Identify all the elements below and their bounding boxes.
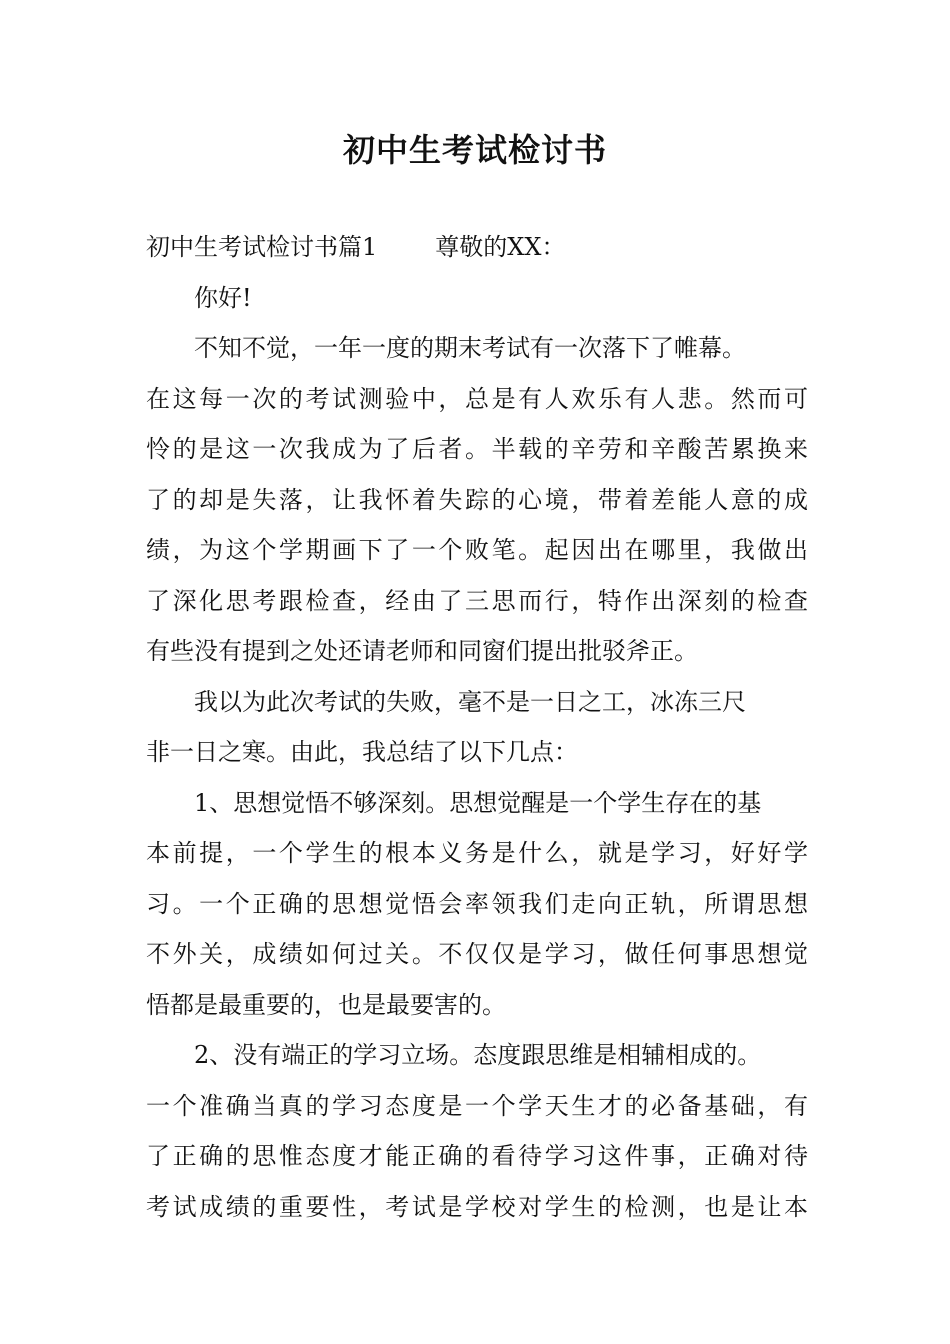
document-title: 初中生考试检讨书 [342,131,607,169]
paragraph-line: 有些没有提到之处还请老师和同窗们提出批驳斧正。 [146,637,698,665]
paragraph-line: 悟都是最重要的，也是最要害的。 [146,990,506,1019]
document-body [146,222,808,1232]
paragraph-line: 了深化思考跟检查，经由了三思而行，特作出深刻的检查 [146,586,808,615]
paragraph-line: 非一日之寒。由此，我总结了以下几点： [146,738,578,766]
paragraph-line: 我以为此次考试的失败，毫不是一日之工，冰冻三尺 [194,687,746,716]
paragraph-line: 绩，为这个学期画下了一个败笔。起因出在哪里，我做出 [146,536,808,564]
paragraph-line: 本前提，一个学生的根本义务是什么，就是学习，好好学 [146,839,808,867]
paragraph-line: 习。一个正确的思想觉悟会率领我们走向正轨，所谓思想 [146,889,808,918]
paragraph-line: 不外关，成绩如何过关。不仅仅是学习，做任何事思想觉 [146,940,808,968]
paragraph-line: 了的却是失落，让我怀着失踪的心境，带着差能人意的成 [146,485,808,514]
heading-line [146,222,808,273]
paragraph-line: 怜的是这一次我成为了后者。半载的辛劳和辛酸苦累换来 [146,435,808,463]
section-heading: 初中生考试检讨书篇1 [146,233,378,261]
paragraph-line: 1、思想觉悟不够深刻。思想觉醒是一个学生存在的基 [194,788,762,817]
salutation: 尊敬的XX： [435,233,566,261]
paragraph-line: 一个准确当真的学习态度是一个学天生才的必备基础，有 [146,1091,808,1120]
paragraph-line: 了正确的思惟态度才能正确的看待学习这件事，正确对待 [146,1142,808,1170]
paragraph-line: 不知不觉，一年一度的期末考试有一次落下了帷幕。 [194,334,746,362]
paragraph-line: 你好! [194,283,252,312]
paragraph-line: 考试成绩的重要性，考试是学校对学生的检测，也是让本 [146,1192,808,1221]
paragraph-line: 2、没有端正的学习立场。态度跟思维是相辅相成的。 [194,1041,762,1069]
paragraph-line: 在这每一次的考试测验中，总是有人欢乐有人悲。然而可 [146,384,808,413]
